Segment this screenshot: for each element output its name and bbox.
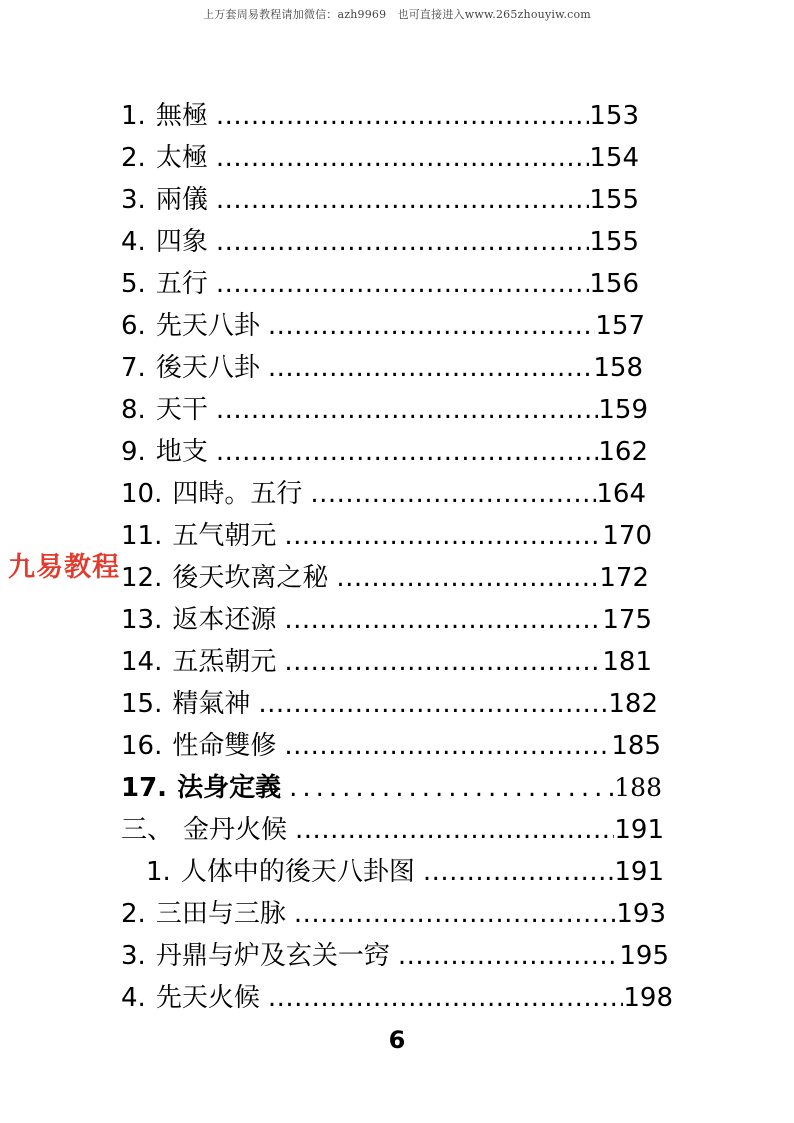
- toc-entry-title: 人体中的後天八卦图: [180, 857, 415, 887]
- toc-entry-number: 10.: [121, 479, 163, 509]
- toc-entry-page: 195: [619, 941, 669, 971]
- toc-entry-number: 14.: [121, 647, 163, 677]
- toc-entry-title: 四象: [155, 227, 208, 257]
- toc-leader-dots: [268, 977, 624, 1019]
- toc-entry[interactable]: [121, 893, 666, 935]
- toc-entry-title: 金丹火候: [183, 815, 288, 845]
- toc-leader-dots: [398, 935, 620, 977]
- toc-entry-number: 13.: [121, 605, 163, 635]
- toc-leader-dots: [294, 893, 617, 935]
- toc-entry-page: 170: [602, 521, 652, 551]
- toc-entry[interactable]: [146, 851, 664, 893]
- toc-entry-number: 2.: [121, 899, 146, 929]
- toc-entry-number: 3.: [121, 941, 146, 971]
- toc-entry-title: 後天八卦: [155, 353, 260, 383]
- toc-entry[interactable]: [121, 641, 652, 683]
- toc-entry-number: 12.: [121, 563, 163, 593]
- toc-entry-page: 175: [602, 605, 652, 635]
- toc-entry-title: 法身定義: [177, 773, 282, 803]
- toc-entry-number: 三、: [121, 815, 174, 845]
- toc-entry-page: 188: [614, 773, 662, 802]
- toc-entry[interactable]: [121, 683, 658, 725]
- toc-entry-number: 15.: [121, 689, 163, 719]
- toc-entry[interactable]: [121, 557, 649, 599]
- toc-entry[interactable]: [121, 431, 648, 473]
- toc-entry[interactable]: [121, 725, 661, 767]
- toc-leader-dots: [216, 137, 590, 179]
- toc-entry-title: 無極: [155, 101, 208, 131]
- toc-entry-number: 7.: [121, 353, 146, 383]
- toc-entry[interactable]: [121, 809, 664, 851]
- toc-entry-page: 191: [614, 815, 664, 845]
- toc-entry-page: 191: [614, 857, 664, 887]
- toc-leader-dots: [289, 767, 614, 809]
- toc-entry-title: 先天火候: [155, 983, 260, 1013]
- toc-entry-number: 5.: [121, 269, 146, 299]
- toc-entry[interactable]: [121, 473, 646, 515]
- toc-entry[interactable]: [121, 305, 645, 347]
- toc-leader-dots: [216, 431, 599, 473]
- toc-entry[interactable]: [121, 263, 639, 305]
- toc-entry-number: 11.: [121, 521, 163, 551]
- toc-leader-dots: [216, 221, 590, 263]
- toc-leader-dots: [216, 95, 590, 137]
- toc-entry-page: 157: [595, 311, 645, 341]
- toc-entry-number: 1.: [146, 857, 171, 887]
- toc-entry-number: 9.: [121, 437, 146, 467]
- toc-entry-page: 155: [589, 227, 639, 257]
- toc-entry-number: 17.: [121, 773, 168, 803]
- toc-leader-dots: [295, 809, 614, 851]
- toc-leader-dots: [268, 305, 596, 347]
- toc-leader-dots: [216, 263, 590, 305]
- toc-leader-dots: [310, 473, 596, 515]
- toc-entry-page: 193: [616, 899, 666, 929]
- toc-entry[interactable]: [121, 515, 652, 557]
- toc-leader-dots: [284, 599, 602, 641]
- toc-entry[interactable]: [121, 935, 669, 977]
- toc-entry[interactable]: [121, 221, 639, 263]
- toc-entry[interactable]: [121, 179, 639, 221]
- toc-entry-page: 158: [593, 353, 643, 383]
- toc-entry-title: 性命雙修: [172, 731, 277, 761]
- toc-entry-page: 153: [589, 101, 639, 131]
- toc-leader-dots: [258, 683, 608, 725]
- toc-entry-title: 四時。五行: [172, 479, 303, 509]
- toc-entry-title: 天干: [155, 395, 208, 425]
- toc-entry[interactable]: [121, 599, 652, 641]
- toc-entry-title: 地支: [155, 437, 208, 467]
- toc-entry[interactable]: [121, 977, 673, 1019]
- toc-entry-number: 4.: [121, 227, 146, 257]
- toc-leader-dots: [284, 515, 602, 557]
- toc-entry-title: 五气朝元: [172, 521, 277, 551]
- toc-entry-number: 8.: [121, 395, 146, 425]
- toc-entry[interactable]: [121, 95, 639, 137]
- toc-entry-title: 返本还源: [172, 605, 277, 635]
- toc-entry-page: 182: [608, 689, 658, 719]
- toc-entry-page: 155: [589, 185, 639, 215]
- toc-entry-page: 185: [611, 731, 661, 761]
- toc-leader-dots: [284, 725, 611, 767]
- toc-entry-title: 三田与三脉: [155, 899, 286, 929]
- toc-entry-title: 五炁朝元: [172, 647, 277, 677]
- toc-leader-dots: [284, 641, 602, 683]
- toc-entry-page: 154: [589, 143, 639, 173]
- toc-entry-page: 181: [602, 647, 652, 677]
- toc-entry[interactable]: [121, 137, 639, 179]
- watermark-logo: 九易教程: [8, 552, 120, 583]
- toc-entry-number: 4.: [121, 983, 146, 1013]
- toc-entry-number: 16.: [121, 731, 163, 761]
- toc-entry-number: 6.: [121, 311, 146, 341]
- toc-entry[interactable]: [121, 389, 648, 431]
- toc-entry-page: 172: [599, 563, 649, 593]
- toc-entry-title: 五行: [155, 269, 208, 299]
- toc-entry[interactable]: [121, 347, 643, 389]
- toc-entry-page: 162: [598, 437, 648, 467]
- toc-entry-title: 兩儀: [155, 185, 208, 215]
- toc-leader-dots: [216, 389, 599, 431]
- toc-entry-title: 精氣神: [172, 689, 251, 719]
- toc-entry-number: 2.: [121, 143, 146, 173]
- toc-entry-title: 丹鼎与炉及玄关一窍: [155, 941, 390, 971]
- toc-leader-dots: [336, 557, 599, 599]
- toc-entry-title: 後天坎离之秘: [172, 563, 329, 593]
- toc-leader-dots: [423, 851, 615, 893]
- toc-entry-title: 太極: [155, 143, 208, 173]
- toc-entry-number: 1.: [121, 101, 146, 131]
- toc-entry-number: 3.: [121, 185, 146, 215]
- toc-entry-title: 先天八卦: [155, 311, 260, 341]
- toc-entry-page: 156: [589, 269, 639, 299]
- toc-entry-page: 159: [598, 395, 648, 425]
- page-header-notice: 上万套周易教程请加微信：azh9969 也可直接进入www.265zhouyiw.com: [203, 8, 591, 21]
- toc-leader-dots: [268, 347, 594, 389]
- toc-entry-page: 164: [596, 479, 646, 509]
- toc-entry-page: 198: [623, 983, 673, 1013]
- toc-entry[interactable]: [121, 767, 662, 809]
- toc-leader-dots: [216, 179, 590, 221]
- page-number: 6: [388, 1026, 406, 1054]
